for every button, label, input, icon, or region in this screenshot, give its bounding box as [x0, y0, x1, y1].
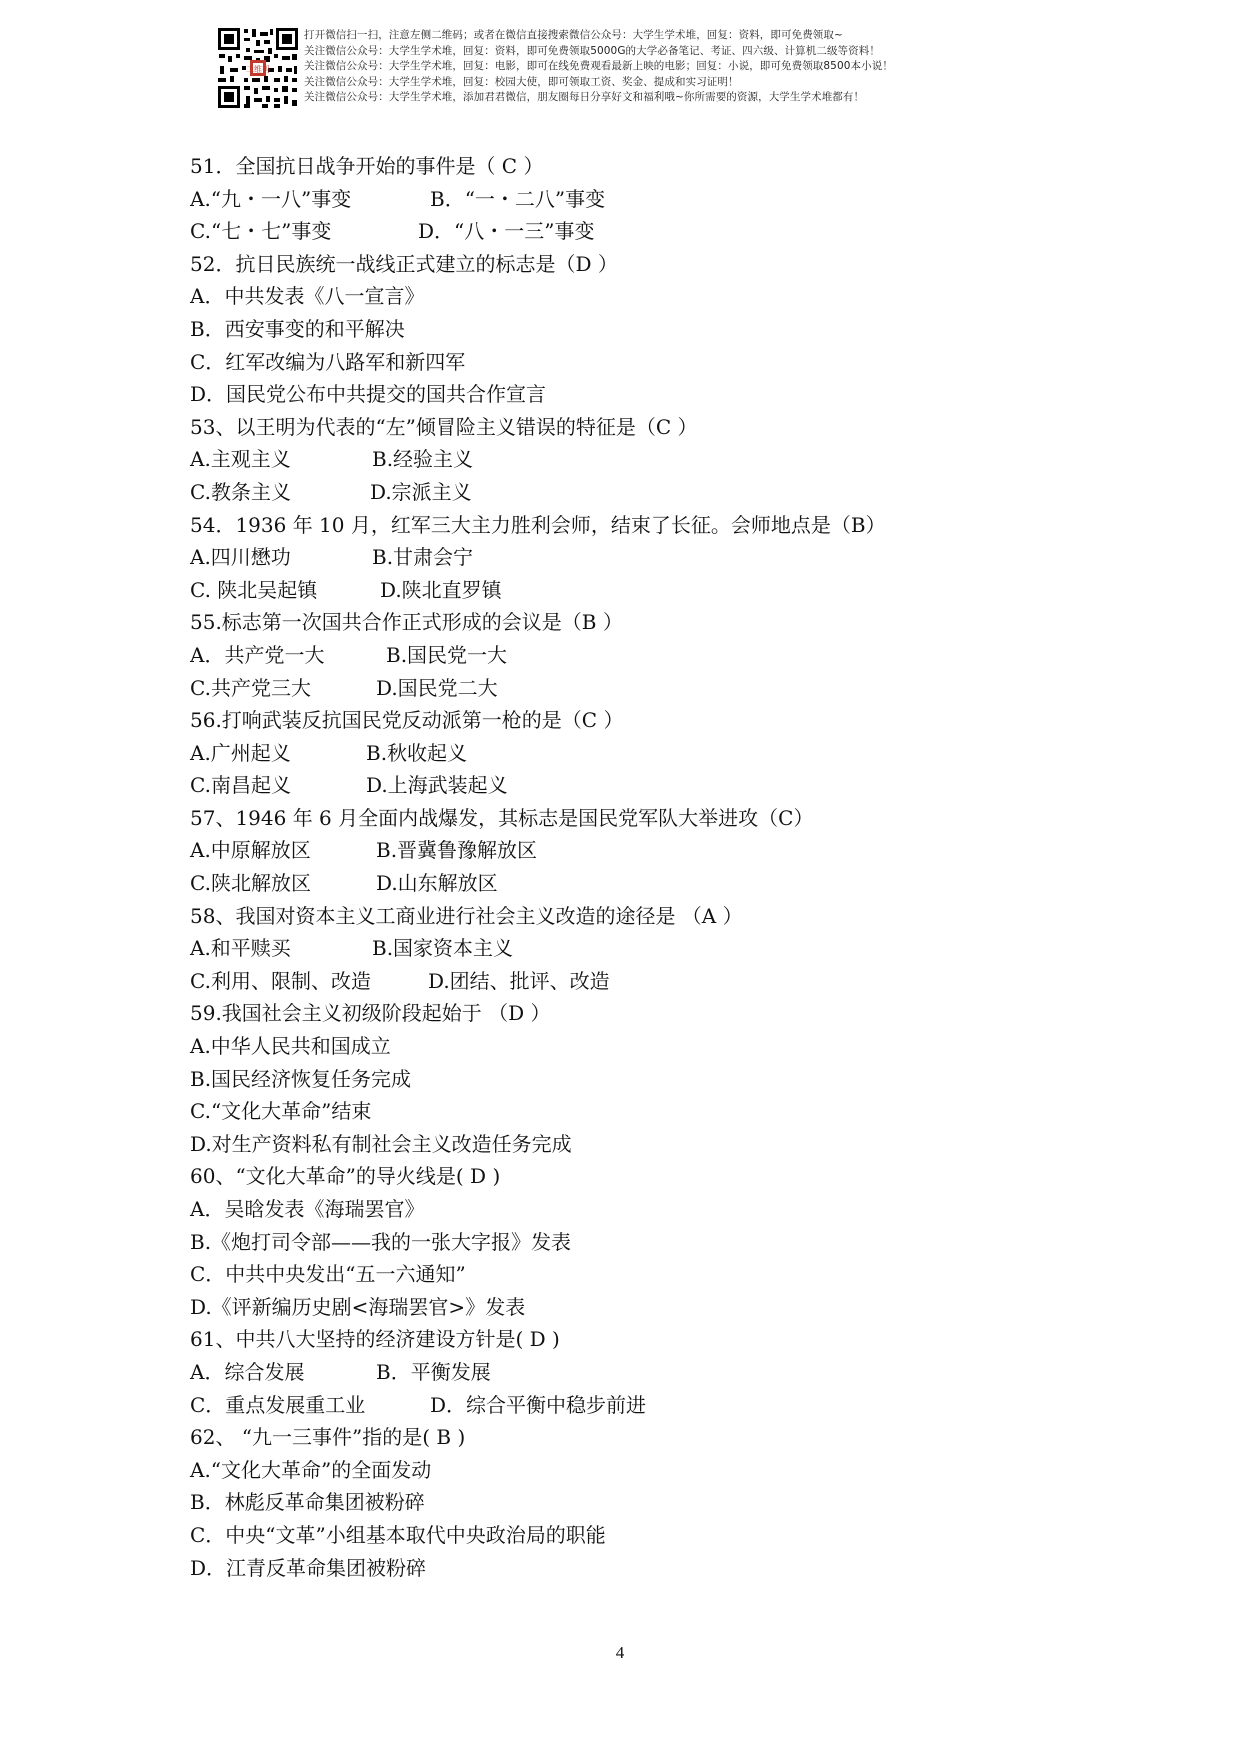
- option-row: [190, 476, 1070, 509]
- option-line: D．江青反革命集团被粉碎: [190, 1555, 427, 1580]
- option-left: A．共产党一大: [190, 642, 325, 667]
- option-right: B.国民党一大: [386, 642, 508, 667]
- option-right: D.陕北直罗镇: [380, 577, 502, 602]
- question-stem: 54．1936 年 10 月，红军三大主力胜利会师，结束了长征。会师地点是（B）: [190, 512, 886, 537]
- option-right: B．“一・二八”事变: [430, 186, 606, 211]
- question-stem: 57、1946 年 6 月全面内战爆发，其标志是国民党军队大举进攻（C）: [190, 805, 814, 830]
- option-row: [190, 215, 1070, 248]
- question-stem: 59.我国社会主义初级阶段起始于 （D ）: [190, 1001, 551, 1026]
- option-line: C．红军改编为八路军和新四军: [190, 349, 466, 374]
- promo-header: [216, 26, 976, 116]
- question-list: [190, 150, 1070, 1584]
- option-row: [190, 834, 1070, 867]
- option-left: A.和平赎买: [190, 936, 291, 961]
- option-left: A．综合发展: [190, 1359, 305, 1384]
- option-left: C.陕北解放区: [190, 871, 311, 896]
- option-line: D.对生产资料私有制社会主义改造任务完成: [190, 1131, 572, 1156]
- promo-text-block: [304, 28, 984, 106]
- option-left: A.四川懋功: [190, 545, 291, 570]
- option-left: A.广州起义: [190, 740, 291, 765]
- option-line: A．中共发表《八一宣言》: [190, 284, 425, 309]
- option-left: C.共产党三大: [190, 675, 311, 700]
- option-row: [190, 1356, 1070, 1389]
- option-row: [190, 867, 1070, 900]
- option-right: D．综合平衡中稳步前进: [430, 1392, 647, 1417]
- option-right: D.国民党二大: [376, 675, 498, 700]
- option-left: C.利用、限制、改造: [190, 968, 371, 993]
- option-row: [190, 639, 1070, 672]
- option-row: [190, 737, 1070, 770]
- option-row: [190, 183, 1070, 216]
- question-stem: 58、我国对资本主义工商业进行社会主义改造的途径是 （A ）: [190, 903, 743, 928]
- option-right: D.团结、批评、改造: [428, 968, 610, 993]
- option-right: B．平衡发展: [376, 1359, 491, 1384]
- option-right: D.宗派主义: [370, 479, 472, 504]
- option-row: [190, 965, 1070, 998]
- option-line: A.“文化大革命”的全面发动: [190, 1457, 432, 1482]
- option-left: C．重点发展重工业: [190, 1392, 366, 1417]
- option-left: C. 陕北吴起镇: [190, 577, 318, 602]
- option-right: B.国家资本主义: [372, 936, 514, 961]
- option-line: B.《炮打司令部——我的一张大字报》发表: [190, 1229, 572, 1254]
- option-right: B.秋收起义: [366, 740, 468, 765]
- option-line: C．中共中央发出“五一六通知”: [190, 1262, 466, 1287]
- option-line: D．国民党公布中共提交的国共合作宣言: [190, 382, 547, 407]
- qr-code-icon: [216, 26, 300, 110]
- option-left: C.教条主义: [190, 479, 291, 504]
- option-line: B.国民经济恢复任务完成: [190, 1066, 412, 1091]
- promo-line: 关注微信公众号：大学生学术堆，添加君君微信，朋友圈每日分享好文和福利哦~你所需要的资源，大学生学术堆都有！: [304, 91, 865, 104]
- promo-line: 关注微信公众号：大学生学术堆，回复：电影，即可在线免费观看最新上映的电影；回复：小说，即可免费领取8500本小说！: [304, 60, 893, 73]
- option-line: A．吴晗发表《海瑞罢官》: [190, 1197, 425, 1221]
- page-number: 4: [615, 1643, 625, 1662]
- option-left: C.“七・七”事变: [190, 219, 332, 244]
- option-line: B．西安事变的和平解决: [190, 316, 405, 341]
- question-stem: 53、以王明为代表的“左”倾冒险主义错误的特征是（C ）: [190, 414, 698, 439]
- question-stem: 55.标志第一次国共合作正式形成的会议是（B ）: [190, 610, 623, 635]
- option-row: [190, 574, 1070, 607]
- option-row: [190, 1389, 1070, 1422]
- option-line: D.《评新编历史剧<海瑞罢官>》发表: [190, 1294, 526, 1319]
- question-stem: 62、 “九一三事件”指的是( B ): [190, 1425, 466, 1450]
- option-line: C．中央“文革”小组基本取代中央政治局的职能: [190, 1522, 606, 1547]
- promo-line: 关注微信公众号：大学生学术堆，回复：资料，即可免费领取5000G的大学必备笔记、考证、四六级、计算机二级等资料！: [304, 44, 880, 57]
- option-left: A.“九・一八”事变: [190, 186, 352, 211]
- question-stem: 52．抗日民族统一战线正式建立的标志是（D ）: [190, 251, 618, 276]
- question-stem: 60、“文化大革命”的导火线是( D ): [190, 1164, 501, 1189]
- question-stem: 61、中共八大坚持的经济建设方针是( D ): [190, 1327, 560, 1352]
- option-line: C.“文化大革命”结束: [190, 1099, 372, 1124]
- option-row: [190, 932, 1070, 965]
- option-right: B.甘肃会宁: [372, 545, 474, 570]
- question-stem: 56.打响武装反抗国民党反动派第一枪的是（C ）: [190, 708, 624, 733]
- option-line: B．林彪反革命集团被粉碎: [190, 1490, 425, 1515]
- option-left: C.南昌起义: [190, 773, 291, 798]
- option-row: [190, 769, 1070, 802]
- option-right: B.经验主义: [372, 447, 474, 472]
- option-right: D．“八・一三”事变: [418, 219, 595, 244]
- option-line: A.中华人民共和国成立: [190, 1034, 391, 1059]
- option-right: B.晋冀鲁豫解放区: [376, 838, 538, 863]
- option-left: A.中原解放区: [190, 838, 311, 863]
- promo-line: 打开微信扫一扫，注意左侧二维码；或者在微信直接搜索微信公众号：大学生学术堆，回复：资料，即可免费领取~: [304, 29, 843, 41]
- option-row: [190, 672, 1070, 705]
- option-row: [190, 541, 1070, 574]
- option-left: A.主观主义: [190, 447, 291, 472]
- question-stem: 51．全国抗日战争开始的事件是（ C ）: [190, 154, 544, 178]
- option-right: D.上海武装起义: [366, 773, 508, 798]
- promo-line: 关注微信公众号：大学生学术堆，回复：校园大使，即可领取工资、奖金、提成和实习证明！: [304, 75, 739, 88]
- option-row: [190, 443, 1070, 476]
- option-right: D.山东解放区: [376, 871, 498, 896]
- qr-logo-text: 二维码: [246, 65, 270, 74]
